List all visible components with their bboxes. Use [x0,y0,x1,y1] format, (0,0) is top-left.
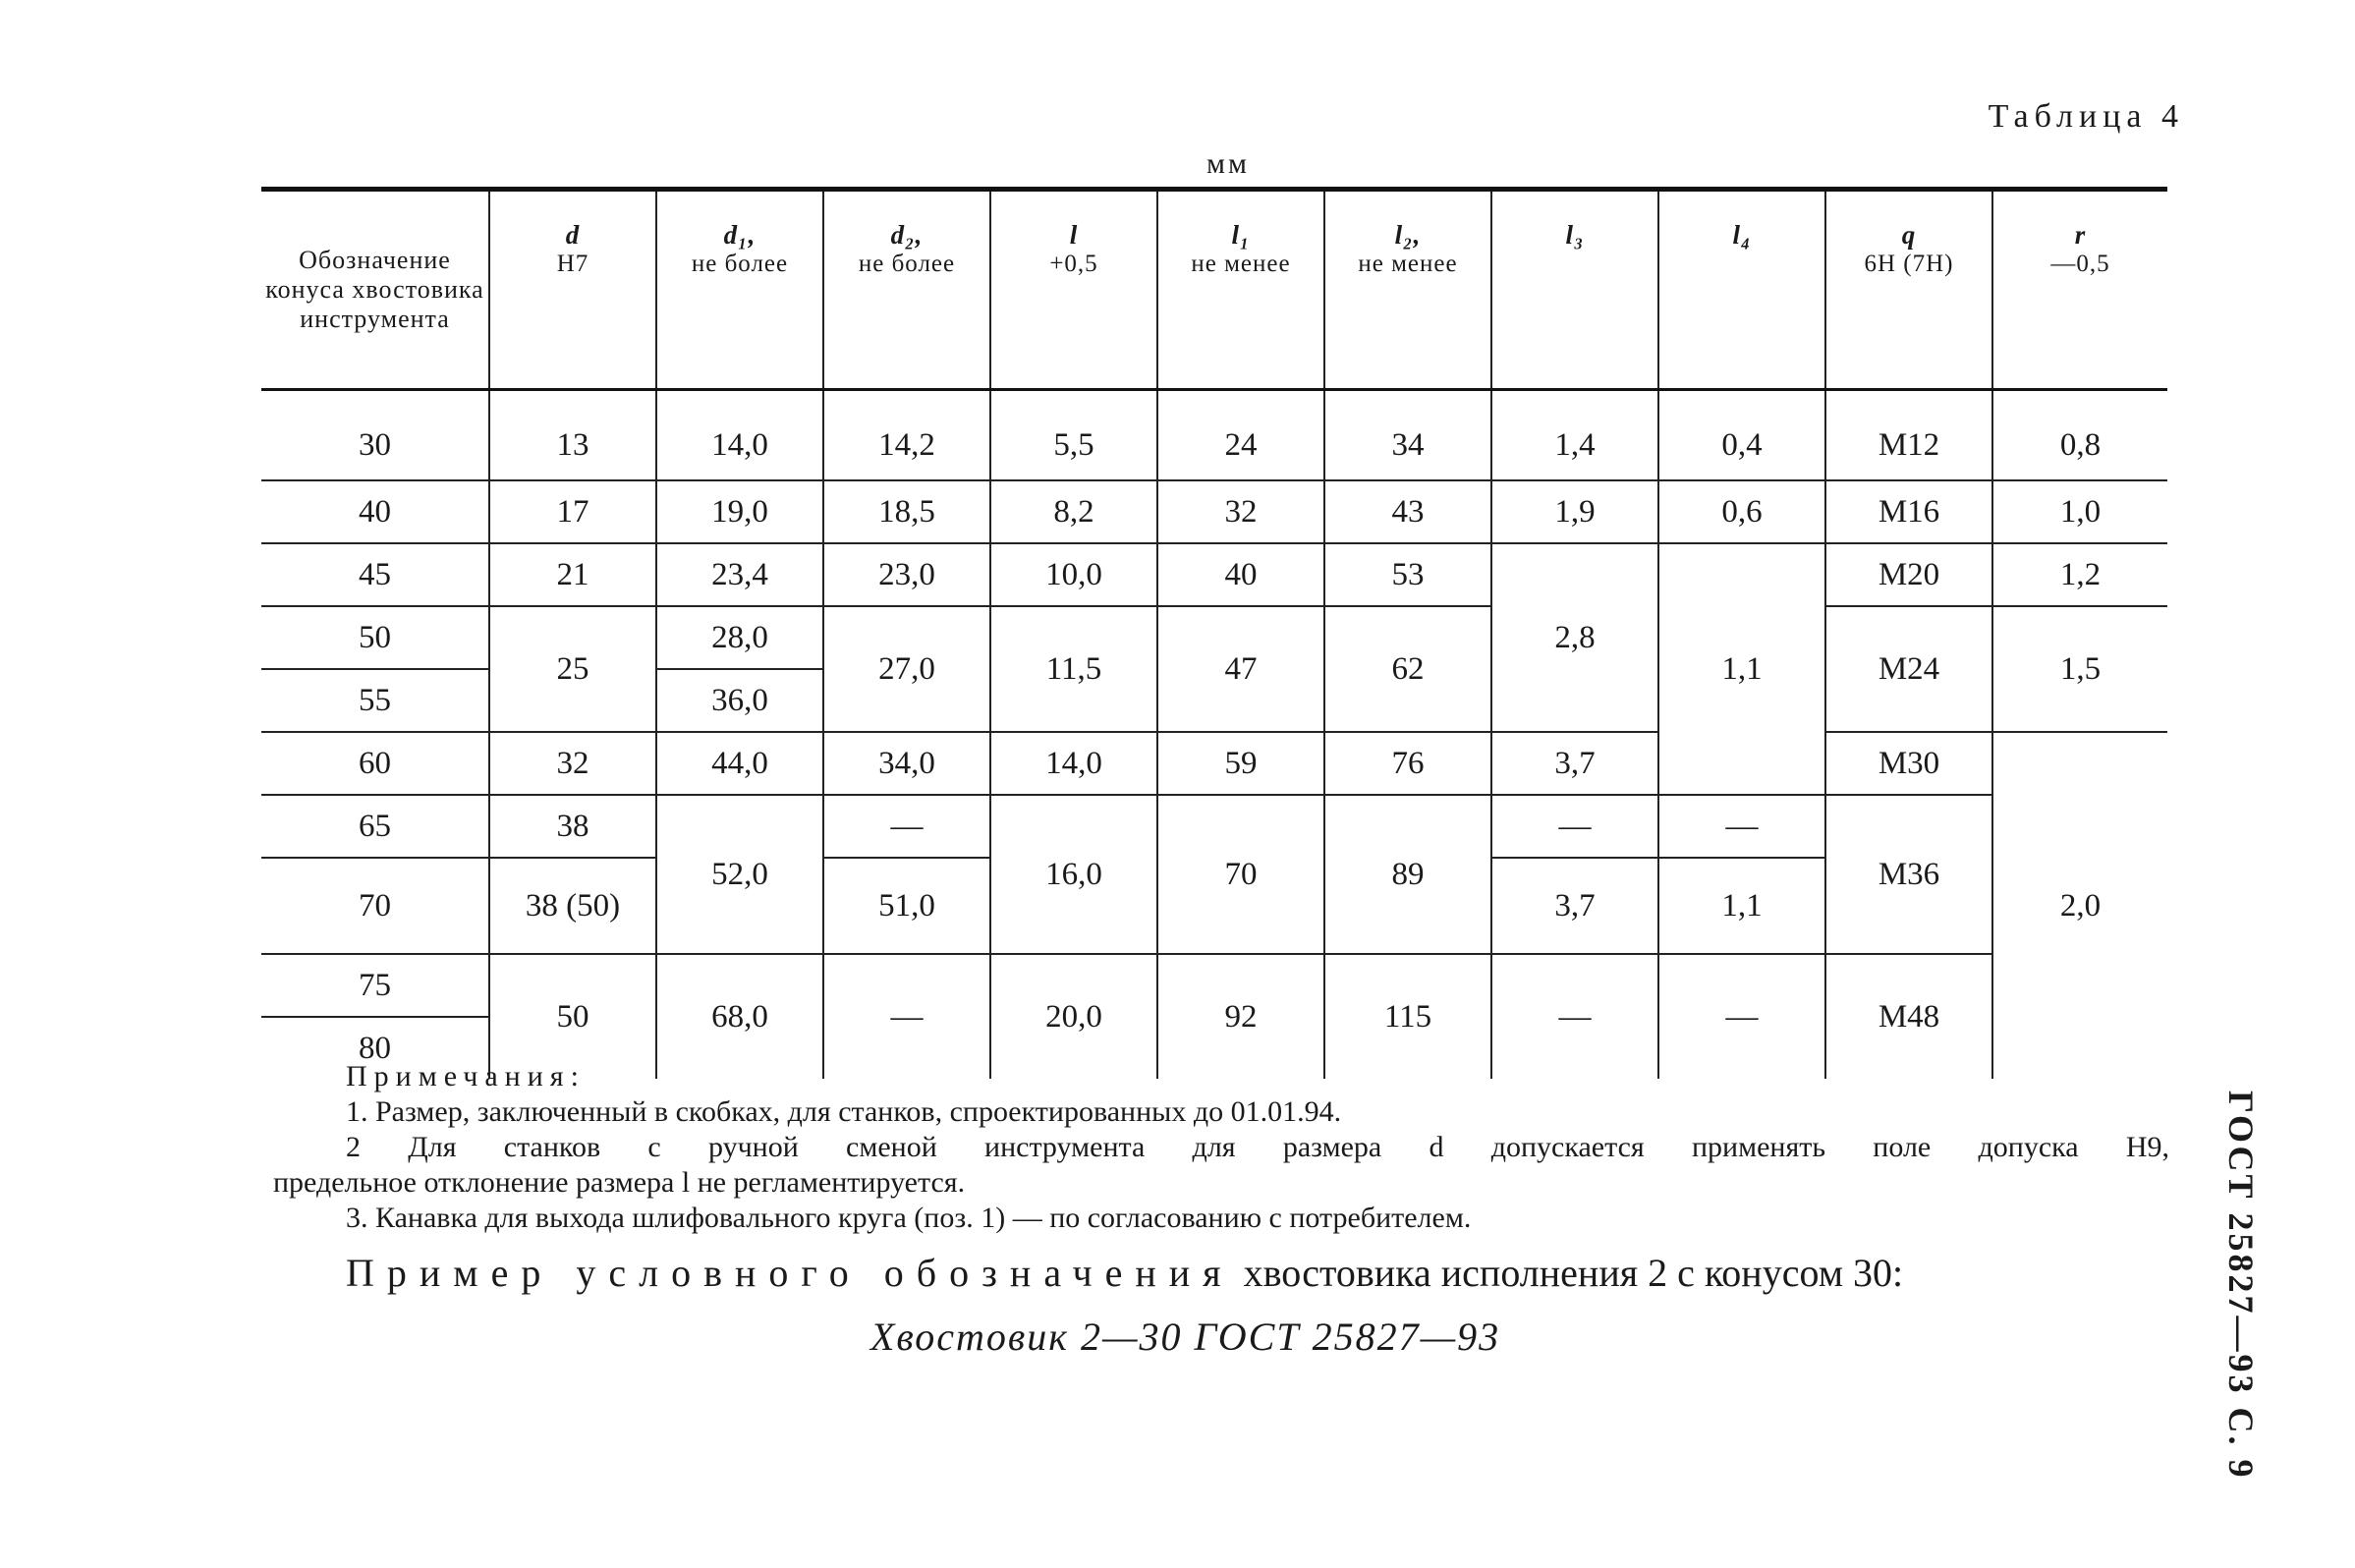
cell-r: 2,0 [1992,732,2167,1079]
cell-l2: 76 [1324,732,1491,795]
cell-d2: — [823,954,990,1079]
header-r [1992,190,2167,390]
cell-cone: 40 [261,480,489,543]
cell-d1: 19,0 [656,480,823,543]
cell-cone: 80 [359,1030,391,1066]
cell-l2: 53 [1324,543,1491,606]
note-1: 1. Размер, заключенный в скобках, для станков, спроектированных до 01.01.94. [346,1095,1342,1128]
cell-l2: 62 [1324,606,1491,732]
cell-l4: — [1658,954,1825,1079]
cell-l4: 0,4 [1658,390,1825,481]
cell-q: M16 [1825,480,1992,543]
notes-title: Примечания: [346,1060,586,1092]
cell-l3: 3,7 [1491,858,1658,954]
cell-l4: 1,1 [1658,543,1825,795]
header-subtext: 6H (7H) [1864,251,1954,277]
header-l1 [1157,190,1324,390]
notes-block [273,1059,2169,1236]
note-2-continuation: предельное отклонение размера l не регламентируется. [273,1166,966,1199]
cell-l1: 70 [1157,795,1324,954]
header-symbol: l [1069,220,1079,250]
table-row [261,732,2167,795]
cell-l4: 0,6 [1658,480,1825,543]
header-symbol: d [565,220,581,250]
cell-d2: — [823,795,990,858]
header-symbol: r [2074,220,2087,250]
header-d [489,190,656,390]
cell-l: 8,2 [990,480,1157,543]
cell-l2: 34 [1324,390,1491,481]
cell-d1: 44,0 [656,732,823,795]
cell-cone: 70 [261,858,489,954]
header-subtext: не более [858,251,956,277]
cell-l3: 1,9 [1491,480,1658,543]
header-subtext: H7 [556,251,589,277]
cell-cone: 65 [261,795,489,858]
cell-l: 16,0 [990,795,1157,954]
header-l2 [1324,190,1491,390]
cell-l: 14,0 [990,732,1157,795]
cell-d: 17 [489,480,656,543]
cell-l2: 115 [1324,954,1491,1079]
cell-l1: 47 [1157,606,1324,732]
cell-d1: 28,0 [656,606,823,669]
table-row [261,543,2167,606]
cell-d2: 51,0 [823,858,990,954]
cell-cone: 75 [261,954,489,1017]
example-text: хвостовика исполнения 2 с конусом 30: [1233,1251,1904,1295]
cell-l1: 40 [1157,543,1324,606]
cell-d: 25 [489,606,656,732]
example-heading [346,1250,1903,1296]
page-mark-text: ГОСТ 25827—93 С. 9 [2221,1091,2261,1481]
table-row [261,954,2167,1017]
cell-d2: 34,0 [823,732,990,795]
cell-cone: 60 [261,732,489,795]
table-row [261,795,2167,858]
cell-l1: 32 [1157,480,1324,543]
cell-l1: 92 [1157,954,1324,1079]
cell-r: 1,5 [1992,606,2167,732]
cell-q: M48 [1825,954,1992,1079]
header-subtext: не менее [1191,251,1291,277]
cell-l: 11,5 [990,606,1157,732]
table-row [261,480,2167,543]
note-2: 2 Для станков с ручной сменой инструмента для размера d допускается применять поле допуска H9, [346,1131,2170,1163]
cell-d: 13 [489,390,656,481]
cell-r: 0,8 [1992,390,2167,481]
cell-l3: 1,4 [1491,390,1658,481]
header-symbol: l₂, [1394,220,1422,250]
note-3: 3. Канавка для выхода шлифовального круга (поз. 1) — по согласованию с потребителем. [346,1202,1472,1234]
cell-cone: 30 [261,390,489,481]
example-designation: Хвостовик 2—30 ГОСТ 25827—93 [870,1315,1501,1359]
units-label: мм [1206,147,1250,180]
cell-l3: — [1491,954,1658,1079]
header-subtext: —0,5 [2050,251,2110,277]
cell-d1: 23,4 [656,543,823,606]
cell-l1: 59 [1157,732,1324,795]
header-d2 [823,190,990,390]
header-symbol: l₁ [1231,220,1251,250]
cell-l: 5,5 [990,390,1157,481]
cell-l3: 3,7 [1491,732,1658,795]
header-d1 [656,190,823,390]
cell-q: M24 [1825,606,1992,732]
cell-cone: 45 [261,543,489,606]
cell-d: 38 [489,795,656,858]
page-mark [2222,1091,2262,1484]
cell-l: 10,0 [990,543,1157,606]
cell-d2: 27,0 [823,606,990,732]
cell-q: M36 [1825,795,1992,954]
cell-d: 32 [489,732,656,795]
cell-r: 1,0 [1992,480,2167,543]
cell-r: 1,2 [1992,543,2167,606]
cell-d1: 36,0 [656,669,823,732]
cell-l3: 2,8 [1491,543,1658,732]
example-spaced-text: Пример условного обозначения [346,1251,1234,1295]
cell-d2: 14,2 [823,390,990,481]
header-l3 [1491,190,1658,390]
header-l [990,190,1157,390]
header-l4 [1658,190,1825,390]
header-symbol: q [1901,220,1917,250]
cell-l: 20,0 [990,954,1157,1079]
table-row [261,390,2167,481]
cell-d1: 52,0 [656,795,823,954]
header-subtext: не более [691,251,789,277]
header-subtext: +0,5 [1049,251,1098,277]
cell-l4: 1,1 [1658,858,1825,954]
cell-q: M30 [1825,732,1992,795]
header-symbol: l₃ [1565,220,1585,250]
cell-d: 38 (50) [489,858,656,954]
cell-q: M20 [1825,543,1992,606]
cell-l1: 24 [1157,390,1324,481]
cell-d: 21 [489,543,656,606]
header-symbol: l₄ [1732,220,1752,250]
cell-l3: — [1491,795,1658,858]
cell-d: 50 [489,954,656,1079]
cell-d2: 23,0 [823,543,990,606]
header-symbol: d₁, [723,220,757,250]
cell-l2: 43 [1324,480,1491,543]
header-symbol: d₂, [890,220,924,250]
table-caption: Таблица 4 [1988,98,2184,135]
cell-l2: 89 [1324,795,1491,954]
table-row [261,606,2167,669]
cell-cone: 55 [261,669,489,732]
dimensions-table [261,187,2167,1079]
cell-d1: 68,0 [656,954,823,1079]
cell-d2: 18,5 [823,480,990,543]
header-q [1825,190,1992,390]
header-subtext: не менее [1358,251,1458,277]
cell-d1: 14,0 [656,390,823,481]
table-header-row [261,190,2167,390]
cell-l4: — [1658,795,1825,858]
header-cone-designation: Обозначение конуса хвостовика инструмента [261,190,489,390]
cell-cone: 50 [261,606,489,669]
cell-q: M12 [1825,390,1992,481]
